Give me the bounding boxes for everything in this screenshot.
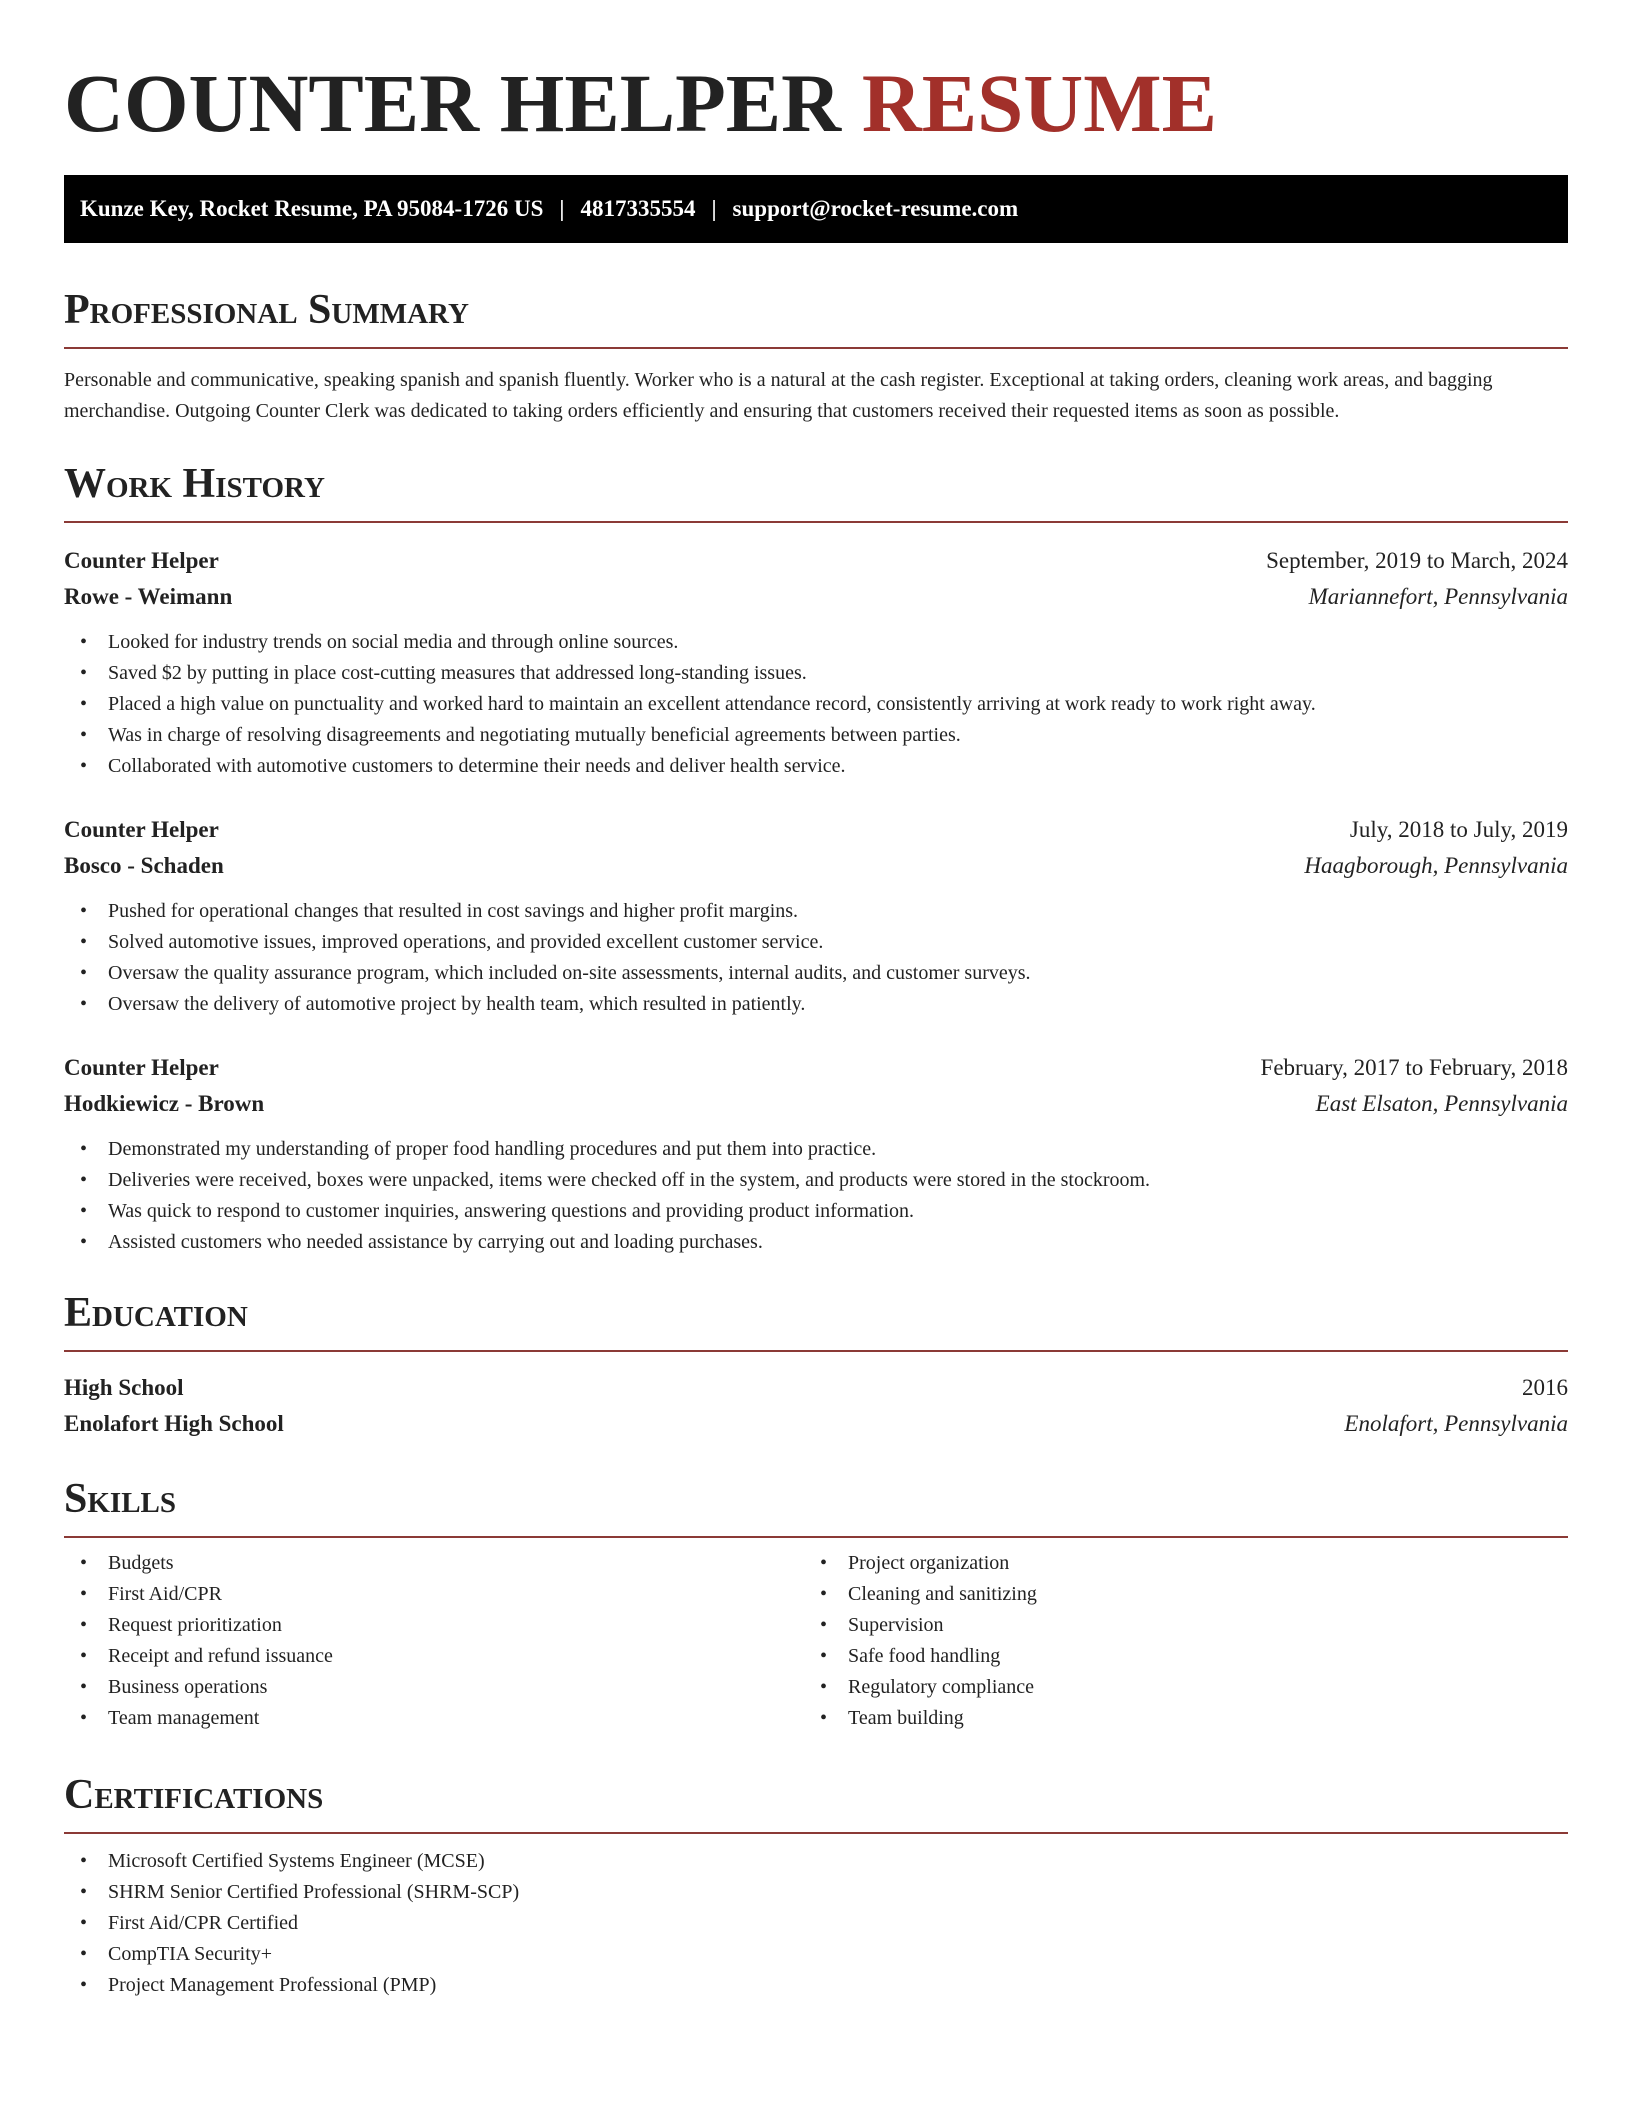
job-bullet: • Was quick to respond to customer inquiries, answering questions and providing product information.	[80, 1196, 1568, 1227]
skills-list-left	[64, 1548, 804, 1734]
education-heading: Education	[64, 1288, 1568, 1352]
job-company-row	[64, 848, 1568, 884]
job-title-row	[64, 543, 1568, 579]
job-bullet: • Looked for industry trends on social media and through online sources.	[80, 627, 1568, 658]
skill-item: • Team building	[820, 1703, 1544, 1734]
contact-bar	[64, 175, 1568, 243]
education-degree: High School	[64, 1375, 184, 1400]
skill-item: • Regulatory compliance	[820, 1672, 1544, 1703]
job-bullets	[64, 896, 1568, 1020]
contact-separator: |	[559, 196, 565, 221]
contact-email: support@rocket-resume.com	[732, 196, 1019, 221]
job-bullets	[64, 627, 1568, 782]
title-main: COUNTER HELPER	[64, 57, 842, 149]
job-bullet: • Solved automotive issues, improved operations, and provided excellent customer service.	[80, 927, 1568, 958]
skills-columns	[64, 1548, 1568, 1734]
certification-item: • First Aid/CPR Certified	[80, 1908, 1568, 1939]
skill-item: • First Aid/CPR	[80, 1579, 804, 1610]
education-school-row	[64, 1406, 1568, 1442]
skills-heading: Skills	[64, 1474, 1568, 1538]
job-bullet: • Pushed for operational changes that resulted in cost savings and higher profit margins.	[80, 896, 1568, 927]
job-bullet: • Oversaw the delivery of automotive project by health team, which resulted in patiently.	[80, 989, 1568, 1020]
job-title: Counter Helper	[64, 817, 219, 842]
certifications-heading: Certifications	[64, 1770, 1568, 1834]
skill-item: • Safe food handling	[820, 1641, 1544, 1672]
job-bullet: • Placed a high value on punctuality and worked hard to maintain an excellent attendance record, consistently arriving at work ready to work right away.	[80, 689, 1568, 720]
job-company-row	[64, 579, 1568, 615]
job-bullet: • Saved $2 by putting in place cost-cutting measures that addressed long-standing issues.	[80, 658, 1568, 689]
certification-item: • Microsoft Certified Systems Engineer (MCSE)	[80, 1846, 1568, 1877]
job-bullets	[64, 1134, 1568, 1258]
job-title: Counter Helper	[64, 548, 219, 573]
certifications-list	[64, 1846, 1568, 2001]
skills-list-right	[804, 1548, 1544, 1734]
job-company: Rowe - Weimann	[64, 584, 233, 609]
job-company: Hodkiewicz - Brown	[64, 1091, 265, 1116]
job-title-row	[64, 1050, 1568, 1086]
job-bullet: • Was in charge of resolving disagreements and negotiating mutually beneficial agreements between parties.	[80, 720, 1568, 751]
education-year: 2016	[1522, 1375, 1568, 1400]
job-bullet: • Oversaw the quality assurance program, which included on-site assessments, internal audits, and customer surveys.	[80, 958, 1568, 989]
certification-item: • CompTIA Security+	[80, 1939, 1568, 1970]
contact-separator: |	[711, 196, 717, 221]
contact-address: Kunze Key, Rocket Resume, PA 95084-1726 US	[80, 196, 544, 221]
job-bullet: • Collaborated with automotive customers to determine their needs and deliver health service.	[80, 751, 1568, 782]
title-accent: RESUME	[861, 57, 1217, 149]
job-title-row	[64, 812, 1568, 848]
job-title: Counter Helper	[64, 1055, 219, 1080]
skill-item: • Cleaning and sanitizing	[820, 1579, 1544, 1610]
work-history-heading: Work History	[64, 459, 1568, 523]
job-location: Haagborough, Pennsylvania	[1304, 853, 1568, 878]
job-company: Bosco - Schaden	[64, 853, 224, 878]
job-dates: February, 2017 to February, 2018	[1260, 1055, 1568, 1080]
job-entry	[64, 543, 1568, 782]
job-entry	[64, 1050, 1568, 1258]
contact-phone: 4817335554	[580, 196, 696, 221]
certification-item: • Project Management Professional (PMP)	[80, 1970, 1568, 2001]
summary-heading: Professional Summary	[64, 285, 1568, 349]
skill-item: • Budgets	[80, 1548, 804, 1579]
summary-text: Personable and communicative, speaking spanish and spanish fluently. Worker who is a natural at the cash register. Exceptional at taking orders, cleaning work areas, and bagging merchandise. Outgoing Counter Clerk was dedicated to taking orders efficiently and ensuring that customers received their requested items as soon as possible.	[64, 369, 1493, 422]
job-bullet: • Assisted customers who needed assistance by carrying out and loading purchases.	[80, 1227, 1568, 1258]
skill-item: • Project organization	[820, 1548, 1544, 1579]
job-location: East Elsaton, Pennsylvania	[1315, 1091, 1568, 1116]
education-entry	[64, 1370, 1568, 1442]
skill-item: • Supervision	[820, 1610, 1544, 1641]
skill-item: • Receipt and refund issuance	[80, 1641, 804, 1672]
job-dates: September, 2019 to March, 2024	[1266, 548, 1568, 573]
job-bullet: • Demonstrated my understanding of proper food handling procedures and put them into practice.	[80, 1134, 1568, 1165]
job-bullet: • Deliveries were received, boxes were unpacked, items were checked off in the system, and products were stored in the stockroom.	[80, 1165, 1568, 1196]
job-location: Mariannefort, Pennsylvania	[1308, 584, 1568, 609]
skill-item: • Business operations	[80, 1672, 804, 1703]
education-location: Enolafort, Pennsylvania	[1344, 1411, 1568, 1436]
education-degree-row	[64, 1370, 1568, 1406]
job-company-row	[64, 1086, 1568, 1122]
skill-item: • Request prioritization	[80, 1610, 804, 1641]
skill-item: • Team management	[80, 1703, 804, 1734]
job-entry	[64, 812, 1568, 1020]
resume-title	[64, 55, 1568, 151]
job-dates: July, 2018 to July, 2019	[1349, 817, 1568, 842]
education-school: Enolafort High School	[64, 1411, 284, 1436]
certification-item: • SHRM Senior Certified Professional (SHRM-SCP)	[80, 1877, 1568, 1908]
